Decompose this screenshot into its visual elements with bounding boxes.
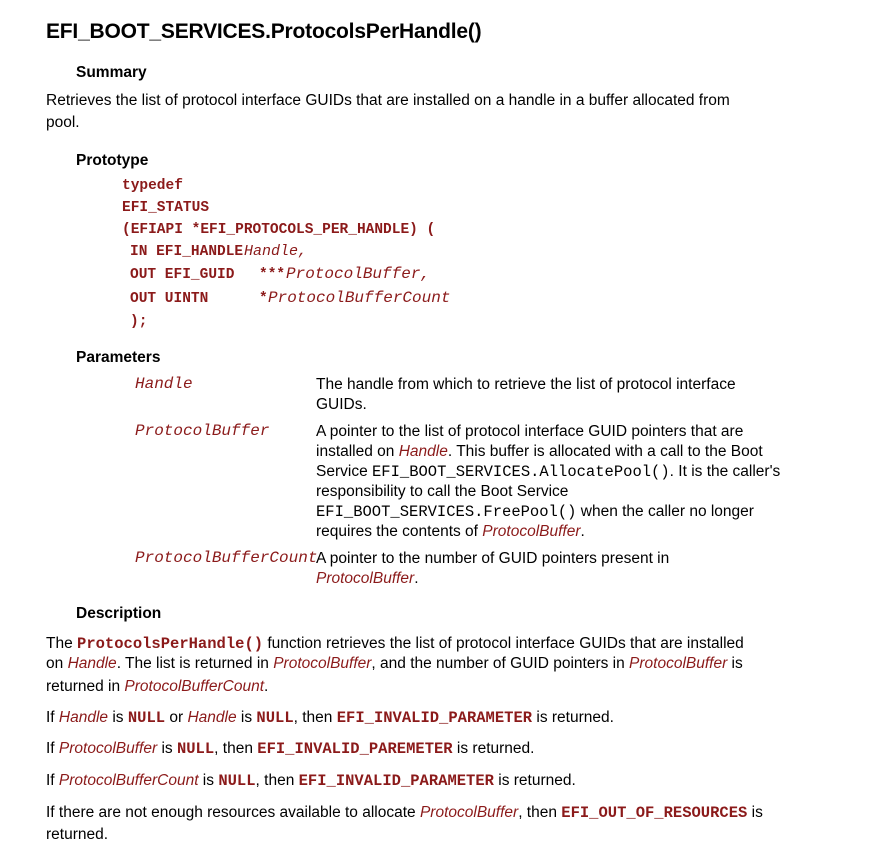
text: is — [236, 709, 257, 726]
param-protocolbuffer-desc-6 — [316, 522, 585, 542]
handle-ref: Handle — [67, 655, 117, 672]
summary-line-1: Retrieves the list of protocol interface GUIDs that are installed on a handle in a buffer allocated from — [46, 92, 730, 109]
param-handle-desc-2: GUIDs. — [316, 396, 367, 413]
protocolbuffer-ref: ProtocolBuffer — [273, 655, 372, 672]
status-code: EFI_INVALID_PARAMETER — [336, 709, 533, 727]
prototype-arg3-name: ProtocolBufferCount — [268, 289, 451, 307]
text: is — [108, 709, 128, 726]
prototype-arg2-name: ProtocolBuffer, — [286, 265, 431, 283]
status-code: EFI_INVALID_PARAMETER — [298, 772, 494, 790]
text: . This buffer is allocated with a call to the Boot — [447, 443, 763, 460]
freepool-ref: EFI_BOOT_SERVICES.FreePool() — [316, 503, 577, 521]
page-title: EFI_BOOT_SERVICES.ProtocolsPerHandle() — [46, 20, 482, 43]
param-protocolbuffer-desc-2 — [316, 442, 763, 462]
prototype-close: ); — [130, 314, 148, 330]
status-code: EFI_OUT_OF_RESOURCES — [561, 804, 748, 822]
text: If there are not enough resources available to allocate — [46, 804, 420, 821]
prototype-declaration: (EFIAPI *EFI_PROTOCOLS_PER_HANDLE) ( — [122, 222, 436, 238]
parameters-heading: Parameters — [76, 349, 161, 366]
text: . — [264, 678, 269, 695]
param-protocolbuffercount-name: ProtocolBufferCount — [135, 549, 318, 567]
text: . It is the caller's — [669, 463, 781, 480]
summary-heading: Summary — [76, 64, 147, 81]
prototype-arg2-stars: *** — [259, 267, 286, 283]
text: is returned. — [532, 709, 614, 726]
null-ref: NULL — [127, 709, 166, 727]
text: . — [580, 523, 585, 540]
handle-ref: Handle — [398, 443, 448, 460]
param-protocolbuffer-desc-5 — [316, 502, 754, 522]
text: or — [165, 709, 188, 726]
allocatepool-ref: EFI_BOOT_SERVICES.AllocatePool() — [372, 463, 670, 481]
error-line-2 — [46, 739, 534, 759]
text: function retrieves the list of protocol interface GUIDs that are installed — [263, 635, 744, 652]
protocolbuffer-ref: ProtocolBuffer — [316, 570, 415, 587]
text: is — [727, 655, 743, 672]
prototype-heading: Prototype — [76, 152, 149, 169]
param-protocolbuffercount-desc-1: A pointer to the number of GUID pointers present in — [316, 550, 670, 567]
param-handle-name: Handle — [135, 375, 193, 393]
text: If — [46, 772, 59, 789]
text: , then — [214, 740, 258, 757]
param-protocolbuffer-name: ProtocolBuffer — [135, 422, 270, 440]
text: on — [46, 655, 68, 672]
text: If — [46, 740, 59, 757]
error-line-3 — [46, 771, 576, 791]
text: requires the contents of — [316, 523, 483, 540]
param-protocolbuffer-desc-4: responsibility to call the Boot Service — [316, 483, 569, 500]
function-ref: ProtocolsPerHandle() — [77, 635, 264, 653]
text: is returned. — [493, 772, 576, 789]
text: returned in — [46, 678, 125, 695]
error-line-1 — [46, 708, 614, 728]
text: installed on — [316, 443, 399, 460]
text: , then — [255, 772, 299, 789]
text: The — [46, 635, 78, 652]
param-protocolbuffer-desc-3 — [316, 462, 780, 482]
error-line-5: returned. — [46, 826, 109, 843]
param-protocolbuffercount-desc-2 — [316, 569, 419, 589]
text: If — [46, 709, 59, 726]
text: . — [414, 570, 419, 587]
prototype-arg3-star: * — [259, 291, 268, 307]
prototype-arg3-type: OUT UINTN — [130, 291, 209, 307]
text: is — [157, 740, 177, 757]
description-line-3 — [46, 677, 268, 697]
prototype-arg2-type: OUT EFI_GUID — [130, 267, 235, 283]
handle-ref: Handle — [58, 709, 109, 726]
description-line-1 — [46, 634, 744, 654]
summary-line-2: pool. — [46, 114, 80, 131]
protocolbuffercount-ref: ProtocolBufferCount — [124, 678, 264, 695]
description-line-2 — [46, 654, 743, 674]
null-ref: NULL — [218, 772, 256, 790]
protocolbuffer-ref: ProtocolBuffer — [58, 740, 158, 757]
text: , then — [518, 804, 562, 821]
prototype-arg1-name: Handle, — [244, 243, 308, 260]
text: is — [747, 804, 763, 821]
text: is — [198, 772, 219, 789]
param-handle-desc-1: The handle from which to retrieve the list of protocol interface — [316, 376, 736, 393]
protocolbuffer-ref: ProtocolBuffer — [629, 655, 728, 672]
prototype-typedef: typedef — [122, 178, 183, 194]
text: when the caller no longer — [576, 503, 754, 520]
prototype-status: EFI_STATUS — [122, 200, 210, 216]
status-code: EFI_INVALID_PAREMETER — [257, 740, 453, 758]
description-heading: Description — [76, 605, 162, 622]
protocolbuffercount-ref: ProtocolBufferCount — [58, 772, 199, 789]
prototype-arg1-type: IN EFI_HANDLE — [130, 244, 244, 260]
text: Service — [316, 463, 372, 480]
text: , then — [293, 709, 337, 726]
null-ref: NULL — [176, 740, 215, 758]
protocolbuffer-ref: ProtocolBuffer — [482, 523, 581, 540]
param-protocolbuffer-desc-1: A pointer to the list of protocol interface GUID pointers that are — [316, 423, 744, 440]
text: is returned. — [452, 740, 535, 757]
text: , and the number of GUID pointers in — [371, 655, 630, 672]
handle-ref: Handle — [187, 709, 237, 726]
error-line-4 — [46, 803, 763, 823]
null-ref: NULL — [256, 709, 294, 727]
text: . The list is returned in — [116, 655, 274, 672]
protocolbuffer-ref: ProtocolBuffer — [419, 804, 519, 821]
